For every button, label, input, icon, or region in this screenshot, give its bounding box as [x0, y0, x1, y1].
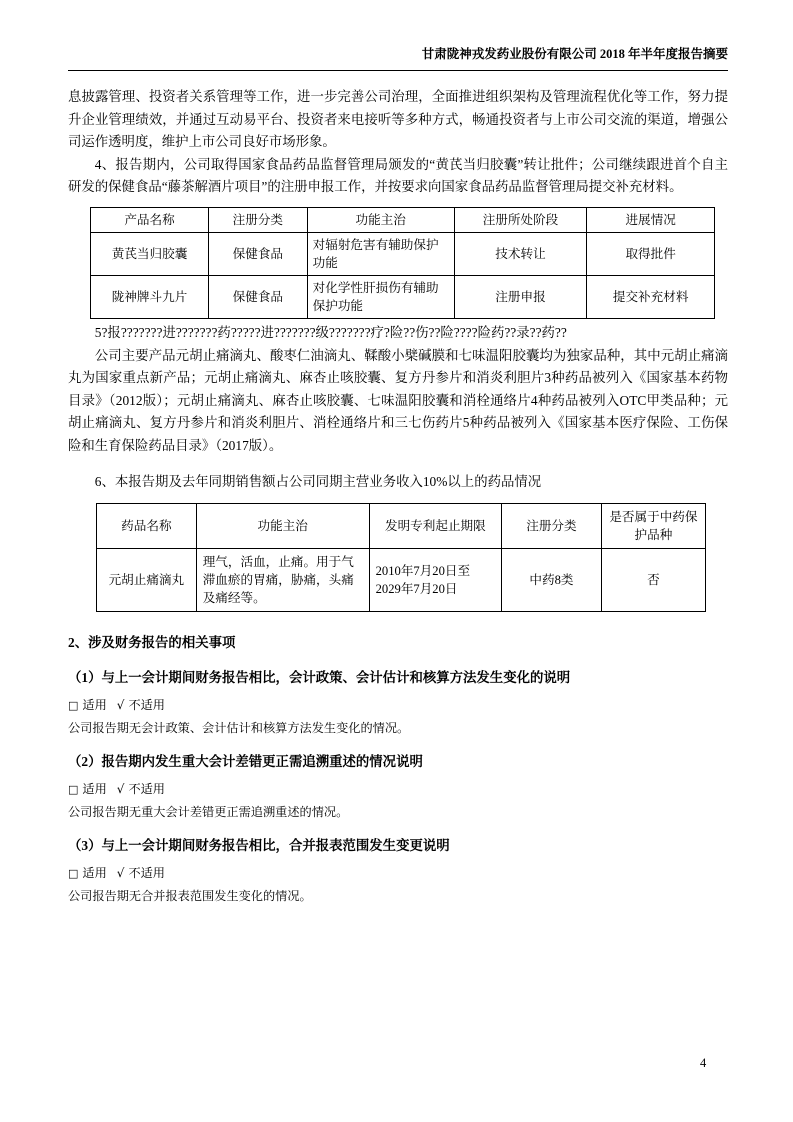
- header-divider: [68, 70, 728, 71]
- table2-header-0: 药品名称: [97, 504, 197, 549]
- check-icon[interactable]: √: [116, 782, 125, 797]
- table-row: [97, 549, 706, 612]
- table-row: [91, 275, 715, 318]
- check-icon[interactable]: √: [116, 866, 125, 881]
- applicability-row-2: [68, 779, 728, 800]
- paragraph-1: 息披露管理、投资者关系管理等工作，进一步完善公司治理，全面推进组织架构及管理流程优化等工作，努力提升企业管理绩效，并通过互动易平台、投资者来电接听等多种方式，畅通投资者与上市公司交流的渠道，增强公司运作透明度，维护上市公司良好市场形象。: [68, 89, 728, 150]
- applicable-label-2: 适用: [82, 782, 107, 797]
- note-1: 公司报告期无会计政策、会计估计和核算方法发生变化的情况。: [68, 721, 410, 736]
- table1-r1-c1: 保健食品: [209, 275, 308, 318]
- subsection-title-3: （3）与上一会计期间财务报告相比，合并报表范围发生变更说明: [68, 838, 450, 854]
- table1-header-4: 进展情况: [587, 207, 715, 232]
- not-applicable-label-2: 不适用: [128, 782, 165, 797]
- note-2: 公司报告期无重大会计差错更正需追溯重述的情况。: [68, 805, 349, 820]
- table2-r0-c2: 2010年7月20日至2029年7月20日: [369, 549, 501, 612]
- table1-header-1: 注册分类: [209, 207, 308, 232]
- paragraph-4: 公司主要产品元胡止痛滴丸、酸枣仁油滴丸、鞣酸小檗碱膜和七味温阳胶囊均为独家品种，其中元胡止痛滴丸为国家重点新产品；元胡止痛滴丸、麻杏止咳胶囊、复方丹参片和消炎利胆片3种药品被列入《国家基本药物目录》（2012版）；元胡止痛滴丸、麻杏止咳胶囊、七味温阳胶囊和消栓通络片4种药品被列入OTC甲类品种；元胡止痛滴丸、复方丹参片和消炎利胆片、消栓通络片和三七伤药片5种药品被列入《国家基本医疗保险、工伤保险和生育保险药品目录》（2017版）。: [68, 347, 728, 453]
- table1-r1-c2: 对化学性肝损伤有辅助保护功能: [307, 275, 454, 318]
- section-title-2: 2、涉及财务报告的相关事项: [68, 635, 236, 651]
- not-applicable-label-1: 不适用: [128, 698, 165, 713]
- table-header-row: [91, 207, 715, 232]
- applicable-label-3: 适用: [82, 866, 107, 881]
- checkbox-icon[interactable]: □: [68, 699, 79, 713]
- table1-header-3: 注册所处阶段: [454, 207, 587, 232]
- applicable-label-1: 适用: [82, 698, 107, 713]
- table1-r1-c4: 提交补充材料: [587, 275, 715, 318]
- page-number: 4: [700, 1056, 707, 1070]
- note-3: 公司报告期无合并报表范围发生变化的情况。: [68, 889, 312, 904]
- table1-r1-c0: 陇神牌斗九片: [91, 275, 209, 318]
- table1-r0-c4: 取得批件: [587, 232, 715, 275]
- table1-r0-c1: 保健食品: [209, 232, 308, 275]
- table-row: [91, 232, 715, 275]
- table1-header-0: 产品名称: [91, 207, 209, 232]
- check-icon[interactable]: √: [116, 698, 125, 713]
- table2-header-3: 注册分类: [502, 504, 602, 549]
- paragraph-5: 6、本报告期及去年同期销售额占公司同期主营业务收入10%以上的药品情况: [94, 473, 542, 489]
- checkbox-icon[interactable]: □: [68, 783, 79, 797]
- table2-header-4: 是否属于中药保护品种: [601, 504, 705, 549]
- not-applicable-label-3: 不适用: [128, 866, 165, 881]
- table2-r0-c1: 理气，活血，止痛。用于气滞血瘀的胃痛，胁痛，头痛及痛经等。: [196, 549, 369, 612]
- checkbox-icon[interactable]: □: [68, 867, 79, 881]
- table1-r0-c2: 对辐射危害有辅助保护功能: [307, 232, 454, 275]
- paragraph-3: 5?报???????进???????药?????进???????级???????疗?险??伤??险????险药??录??药??: [94, 324, 567, 340]
- table1-header-2: 功能主治: [307, 207, 454, 232]
- table1-r0-c3: 技术转让: [454, 232, 587, 275]
- table2-r0-c0: 元胡止痛滴丸: [97, 549, 197, 612]
- table2-r0-c4: 否: [601, 549, 705, 612]
- applicability-row-3: [68, 863, 728, 884]
- table-header-row: [97, 504, 706, 549]
- applicability-row-1: [68, 695, 728, 716]
- table2-r0-c3: 中药8类: [502, 549, 602, 612]
- page-header: 甘肃陇神戎发药业股份有限公司 2018 年半年度报告摘要: [421, 47, 728, 61]
- product-registration-table: [90, 207, 715, 319]
- table1-r1-c3: 注册申报: [454, 275, 587, 318]
- table2-header-1: 功能主治: [196, 504, 369, 549]
- paragraph-2: 4、报告期内，公司取得国家食品药品监督管理局颁发的“黄芪当归胶囊”转让批件；公司继续跟进首个自主研发的保健食品“藤茶解酒片项目”的注册申报工作，并按要求向国家食品药品监督管理局提交补充材料。: [68, 156, 728, 195]
- subsection-title-2: （2）报告期内发生重大会计差错更正需追溯重述的情况说明: [68, 754, 423, 770]
- table1-r0-c0: 黄芪当归胶囊: [91, 232, 209, 275]
- page-content: [68, 86, 728, 906]
- major-drug-table: [96, 503, 706, 612]
- table2-header-2: 发明专利起止期限: [369, 504, 501, 549]
- subsection-title-1: （1）与上一会计期间财务报告相比，会计政策、会计估计和核算方法发生变化的说明: [68, 670, 571, 686]
